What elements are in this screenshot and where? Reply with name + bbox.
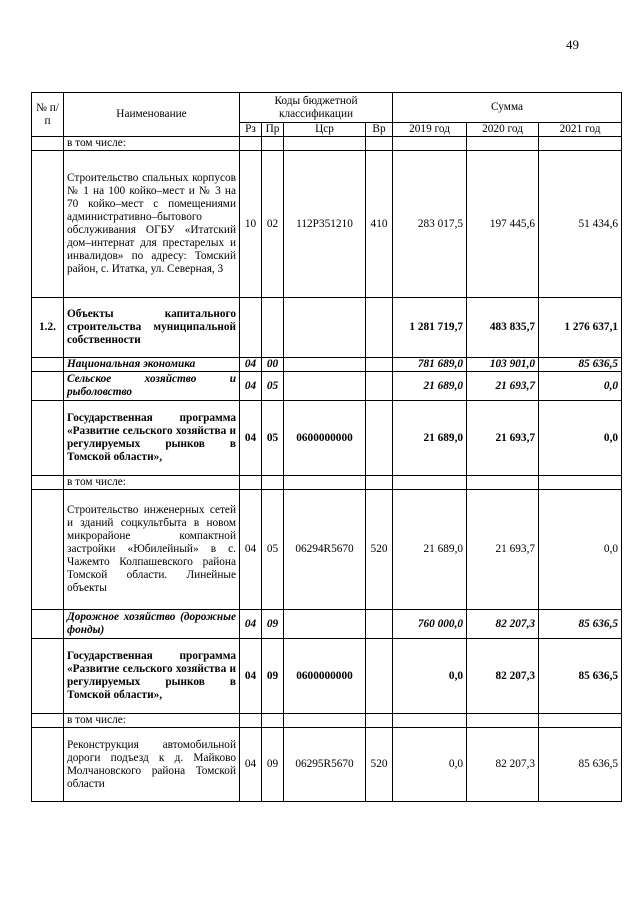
table-row bbox=[32, 401, 622, 476]
header-vr: Вр bbox=[366, 123, 393, 137]
row-name: Строительство спальных корпусов № 1 на 100 койко–мест и № 3 на 70 койко–мест с помещениями административно–бытового обслуживания ОГБУ «Итатский дом–интернат для престарелых и инвалидов» по адресу: Томский район, с. Итатка, ул. Северная, 3 bbox=[64, 151, 240, 298]
row-pr: 09 bbox=[262, 728, 284, 802]
row-vr: 520 bbox=[366, 728, 393, 802]
table-row bbox=[32, 490, 622, 610]
row-vr: 520 bbox=[366, 490, 393, 610]
row-name: Сельское хозяйство и рыболовство bbox=[64, 372, 240, 401]
page-number: 49 bbox=[566, 37, 579, 52]
row-2020: 21 693,7 bbox=[467, 401, 539, 476]
table-row bbox=[32, 476, 622, 490]
including-label: в том числе: bbox=[64, 137, 240, 151]
row-csr: 112P351210 bbox=[284, 151, 366, 298]
row-pr: 09 bbox=[262, 639, 284, 714]
row-2019: 21 689,0 bbox=[393, 401, 467, 476]
header-sum: Сумма bbox=[393, 93, 622, 123]
row-name: Дорожное хозяйство (дорожные фонды) bbox=[64, 610, 240, 639]
row-2021: 0,0 bbox=[539, 490, 622, 610]
row-pr: 05 bbox=[262, 372, 284, 401]
row-pr: 00 bbox=[262, 358, 284, 372]
row-2021: 85 636,5 bbox=[539, 728, 622, 802]
table-row bbox=[32, 372, 622, 401]
table-row bbox=[32, 358, 622, 372]
row-2020: 197 445,6 bbox=[467, 151, 539, 298]
table-row bbox=[32, 639, 622, 714]
header-name: Наименование bbox=[64, 93, 240, 137]
budget-table bbox=[31, 92, 622, 802]
row-pr: 09 bbox=[262, 610, 284, 639]
row-2021: 85 636,5 bbox=[539, 358, 622, 372]
including-label: в том числе: bbox=[64, 714, 240, 728]
row-pr: 02 bbox=[262, 151, 284, 298]
row-name: Национальная экономика bbox=[64, 358, 240, 372]
table-row bbox=[32, 728, 622, 802]
row-2020: 21 693,7 bbox=[467, 490, 539, 610]
row-2021: 85 636,5 bbox=[539, 610, 622, 639]
row-vr: 410 bbox=[366, 151, 393, 298]
row-2019: 1 281 719,7 bbox=[393, 298, 467, 358]
row-rz: 04 bbox=[240, 358, 262, 372]
row-2020: 82 207,3 bbox=[467, 728, 539, 802]
row-2020: 103 901,0 bbox=[467, 358, 539, 372]
row-rz: 10 bbox=[240, 151, 262, 298]
row-pr: 05 bbox=[262, 401, 284, 476]
row-2020: 82 207,3 bbox=[467, 639, 539, 714]
row-num: 1.2. bbox=[32, 298, 64, 358]
row-2019: 760 000,0 bbox=[393, 610, 467, 639]
row-rz: 04 bbox=[240, 372, 262, 401]
row-csr: 06294R5670 bbox=[284, 490, 366, 610]
row-pr: 05 bbox=[262, 490, 284, 610]
row-2021: 0,0 bbox=[539, 372, 622, 401]
row-name: Реконструкция автомобильной дороги подъезд к д. Майково Молчановского района Томской области bbox=[64, 728, 240, 802]
header-csr: Цср bbox=[284, 123, 366, 137]
row-2020: 82 207,3 bbox=[467, 610, 539, 639]
row-2019: 0,0 bbox=[393, 639, 467, 714]
row-rz: 04 bbox=[240, 401, 262, 476]
table-row bbox=[32, 610, 622, 639]
table-row bbox=[32, 714, 622, 728]
header-codes: Коды бюджетной классификации bbox=[240, 93, 393, 123]
row-2021: 51 434,6 bbox=[539, 151, 622, 298]
row-rz: 04 bbox=[240, 728, 262, 802]
row-2019: 21 689,0 bbox=[393, 490, 467, 610]
row-csr: 0600000000 bbox=[284, 639, 366, 714]
row-2021: 0,0 bbox=[539, 401, 622, 476]
header-2020: 2020 год bbox=[467, 123, 539, 137]
row-csr: 0600000000 bbox=[284, 401, 366, 476]
table-row bbox=[32, 137, 622, 151]
row-rz: 04 bbox=[240, 610, 262, 639]
row-2019: 283 017,5 bbox=[393, 151, 467, 298]
row-rz: 04 bbox=[240, 490, 262, 610]
header-row-1 bbox=[32, 93, 622, 123]
row-2019: 21 689,0 bbox=[393, 372, 467, 401]
row-name: Государственная программа «Развитие сельского хозяйства и регулируемых рынков в Томской области», bbox=[64, 639, 240, 714]
table-row bbox=[32, 151, 622, 298]
table-row bbox=[32, 298, 622, 358]
row-rz: 04 bbox=[240, 639, 262, 714]
header-2019: 2019 год bbox=[393, 123, 467, 137]
row-2019: 0,0 bbox=[393, 728, 467, 802]
row-name: Государственная программа «Развитие сельского хозяйства и регулируемых рынков в Томской области», bbox=[64, 401, 240, 476]
row-2019: 781 689,0 bbox=[393, 358, 467, 372]
header-2021: 2021 год bbox=[539, 123, 622, 137]
header-rz: Рз bbox=[240, 123, 262, 137]
header-num: № п/п bbox=[32, 93, 64, 137]
row-name: Строительство инженерных сетей и зданий соцкультбыта в новом микрорайоне компактной застройки «Юбилейный» в с. Чажемто Колпашевского района Томской области. Линейные объекты bbox=[64, 490, 240, 610]
row-2021: 1 276 637,1 bbox=[539, 298, 622, 358]
including-label: в том числе: bbox=[64, 476, 240, 490]
row-2021: 85 636,5 bbox=[539, 639, 622, 714]
row-2020: 21 693,7 bbox=[467, 372, 539, 401]
row-csr: 06295R5670 bbox=[284, 728, 366, 802]
header-pr: Пр bbox=[262, 123, 284, 137]
row-2020: 483 835,7 bbox=[467, 298, 539, 358]
row-name: Объекты капитального строительства муниципальной собственности bbox=[64, 298, 240, 358]
